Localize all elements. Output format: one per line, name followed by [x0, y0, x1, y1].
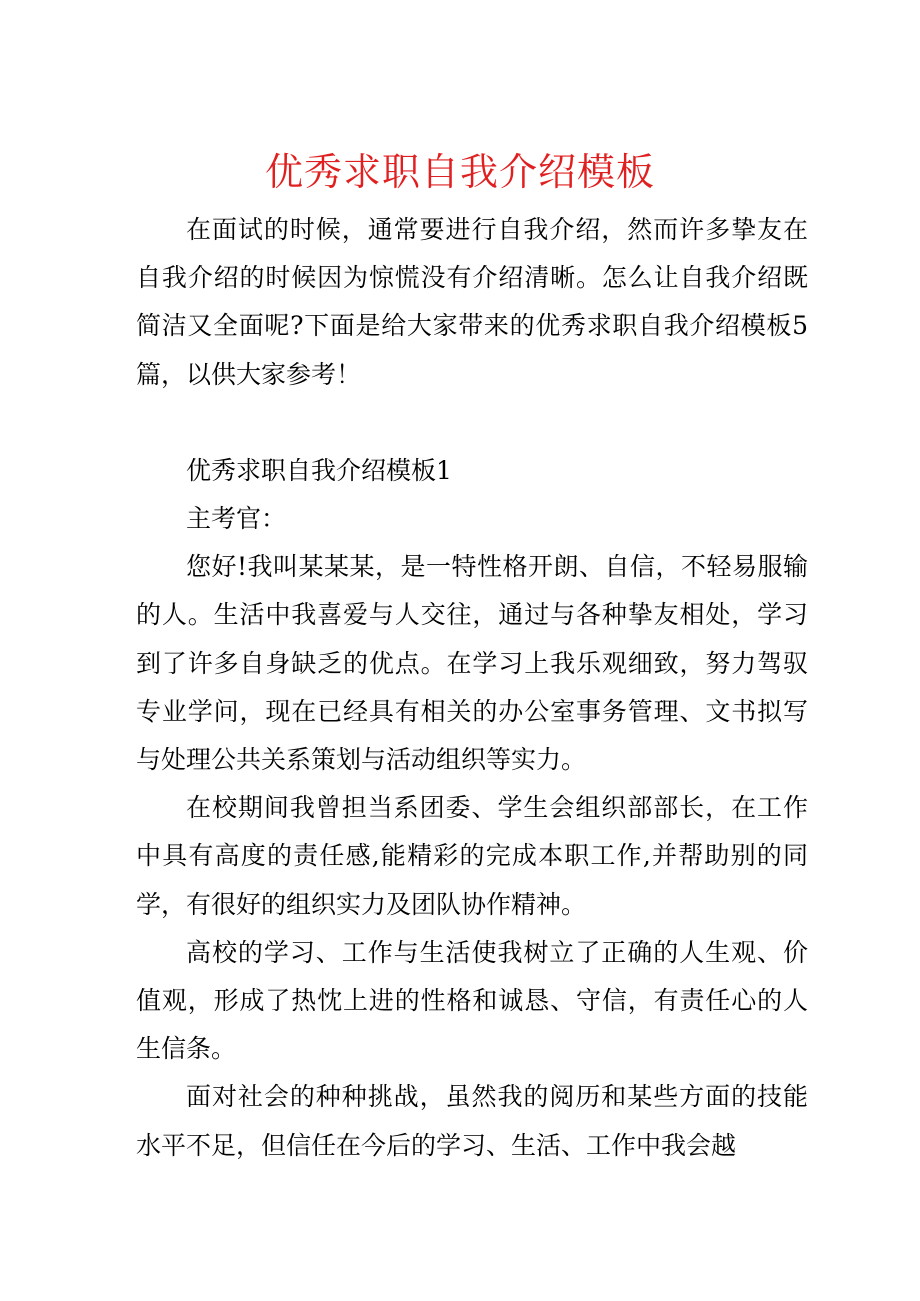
section-heading: 优秀求职自我介绍模板1: [186, 455, 452, 485]
salutation: 主考官：: [186, 504, 287, 534]
document-title: 优秀求职自我介绍模板: [264, 150, 655, 194]
body-paragraph: 高校的学习、工作与生活使我树立了正确的人生观、价值观，形成了热忱上进的性格和诚恳、守信，有责任心的人生信条。: [136, 937, 808, 1064]
body-paragraph: 您好!我叫某某某，是一特性格开朗、自信，不轻易服输的人。生活中我喜爱与人交往，通过与各种挚友相处，学习到了许多自身缺乏的优点。在学习上我乐观细致，努力驾驭专业学问，现在已经具有相关的办公室事务管理、文书拟写与处理公共关系策划与活动组织等实力。: [136, 552, 808, 775]
body-paragraph: 面对社会的种种挑战，虽然我的阅历和某些方面的技能水平不足，但信任在今后的学习、生活、工作中我会越: [136, 1082, 808, 1160]
intro-paragraph: 在面试的时候，通常要进行自我介绍，然而许多挚友在自我介绍的时候因为惊慌没有介绍清晰。怎么让自我介绍既简洁又全面呢?下面是给大家带来的优秀求职自我介绍模板5篇，以供大家参考！: [136, 215, 808, 389]
document-body: [136, 206, 808, 1170]
paragraph-spacer: [136, 399, 808, 447]
body-paragraph: 在校期间我曾担当系团委、学生会组织部部长，在工作中具有高度的责任感,能精彩的完成本职工作,并帮助别的同学，有很好的组织实力及团队协作精神。: [136, 793, 808, 919]
